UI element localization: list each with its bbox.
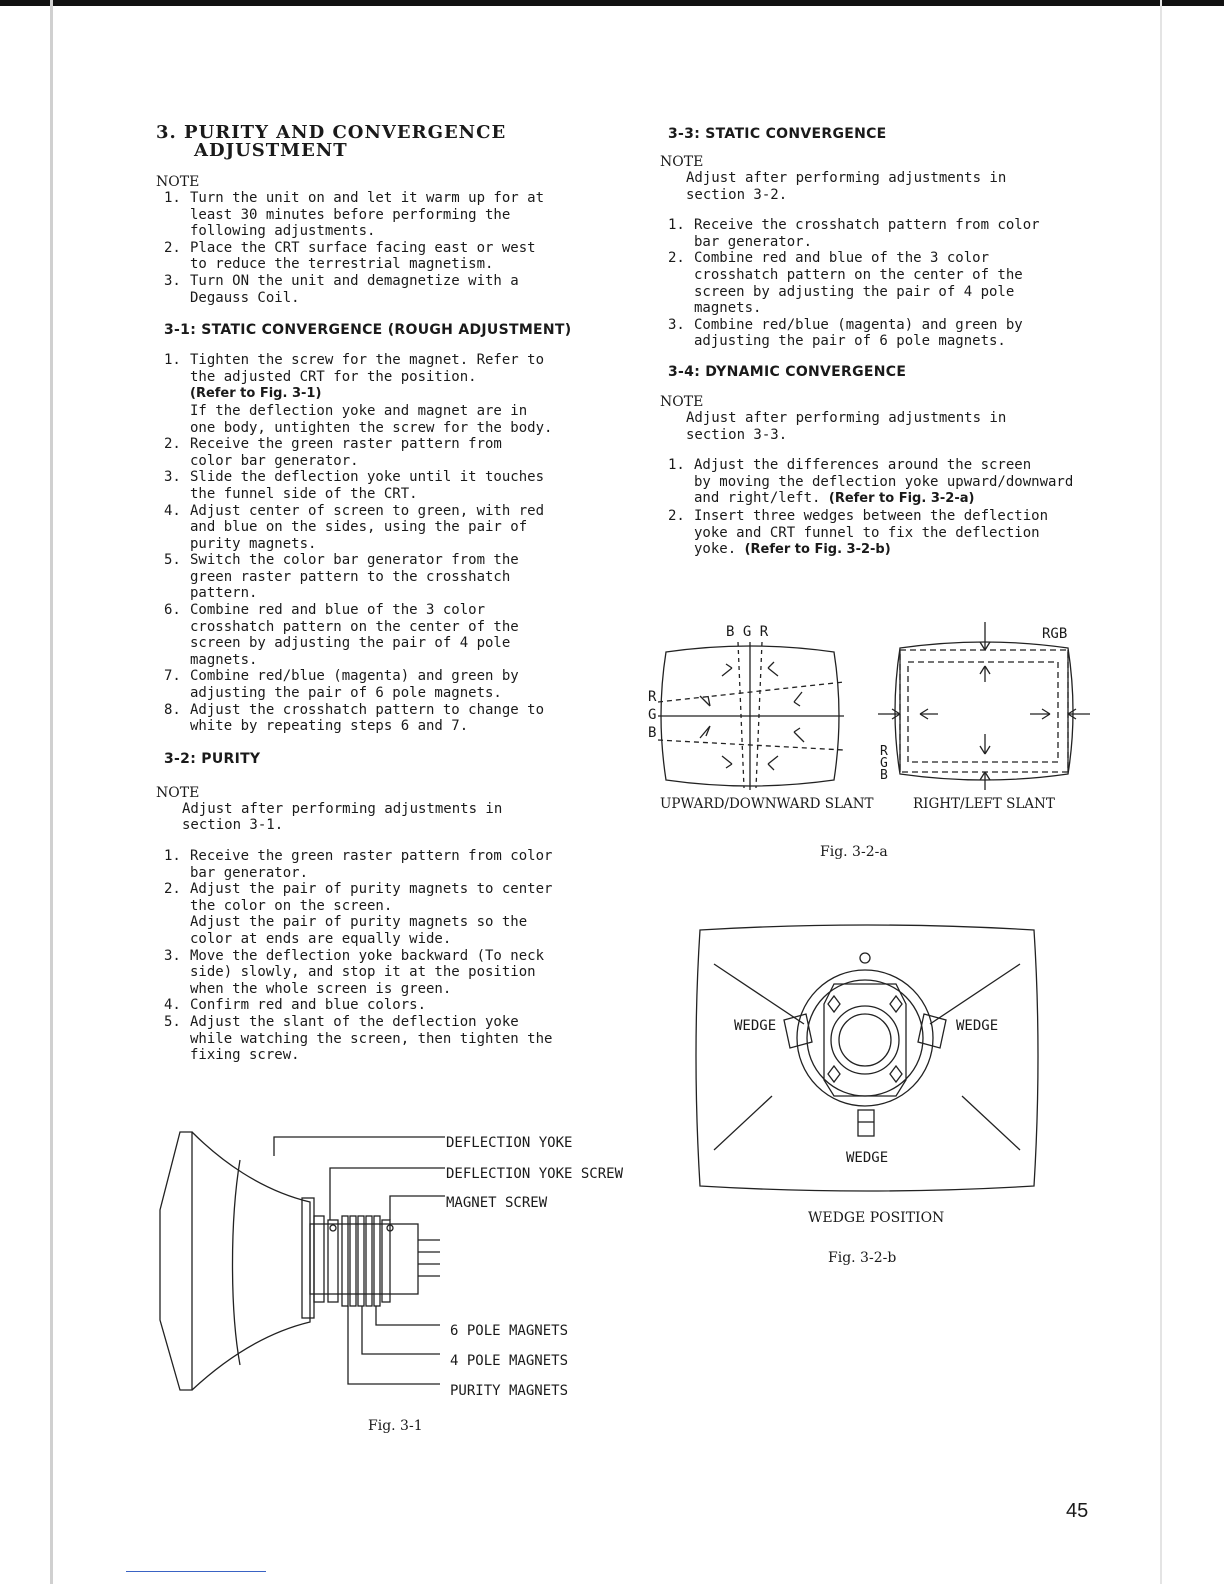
purity-magnet	[328, 1220, 338, 1302]
section-title-line2: ADJUSTMENT	[194, 140, 348, 161]
list-item: 7. Combine red/blue (magenta) and green by adjusting the pair of 6 pole magnets.	[164, 668, 519, 702]
list-3-3	[660, 217, 1120, 350]
list-item: 1. Receive the green raster pattern from color bar generator.	[164, 848, 553, 881]
list-3-1	[156, 352, 596, 735]
list-item: 1. Adjust the differences around the screen by moving the deflection yoke upward/downward and right/left. (Refer to Fig. 3-2-a)	[668, 457, 1074, 507]
label-magnet-screw: MAGNET SCREW	[446, 1195, 548, 1211]
fig-3-2-b-caption: Fig. 3-2-b	[828, 1250, 897, 1266]
fig-reference: (Refer to Fig. 3-2-a)	[828, 491, 975, 507]
deflection-yoke-ring	[797, 970, 933, 1106]
heading-3-2: 3-2: PURITY	[164, 750, 261, 767]
6-pole-magnet	[358, 1216, 364, 1306]
section-title	[156, 124, 596, 160]
note-3-2-label: NOTE	[156, 784, 200, 801]
fig-3-1-bottom-labels	[450, 1316, 568, 1406]
wedge-right-label: WEDGE	[956, 1018, 999, 1034]
scan-mark	[126, 1571, 266, 1572]
heading-3-4: 3-4: DYNAMIC CONVERGENCE	[668, 363, 907, 380]
wedge-position-title: WEDGE POSITION	[808, 1210, 945, 1226]
crt-front-panel	[160, 1132, 192, 1390]
fig-3-2-a-right-caption: RIGHT/LEFT SLANT	[913, 796, 1055, 812]
label-6-pole-magnets: 6 POLE MAGNETS	[450, 1323, 569, 1339]
fig-3-1-caption: Fig. 3-1	[368, 1418, 423, 1434]
scan-top-edge	[0, 0, 1224, 6]
list-item: 2. Insert three wedges between the deflection yoke and CRT funnel to fix the deflection yoke. (Refer to Fig. 3-2-b)	[668, 507, 1049, 558]
label-4-pole-magnets: 4 POLE MAGNETS	[450, 1353, 569, 1369]
heading-3-3: 3-3: STATIC CONVERGENCE	[668, 126, 887, 142]
fig-reference: (Refer to Fig. 3-2-b)	[744, 542, 891, 558]
label-r: R	[880, 744, 888, 759]
section-title-line1: 3. PURITY AND CONVERGENCE	[156, 122, 507, 143]
list-item: 1. Receive the crosshatch pattern from color bar generator.	[668, 217, 1040, 250]
deflection-yoke-flange	[302, 1198, 314, 1318]
fig-3-2-a-right-diagram	[870, 622, 1094, 790]
wedge-bottom-label: WEDGE	[846, 1150, 889, 1166]
page-number: 45	[1066, 1500, 1089, 1522]
list-item: 6. Combine red and blue of the 3 color crosshatch pattern on the center of the screen by adjusting the pair of 4 pole magnets.	[164, 602, 519, 668]
fig-3-2-a-left-top-label: B G R	[726, 624, 769, 640]
fig-3-1-top-labels	[446, 1128, 623, 1219]
list-item: 2. Adjust the pair of purity magnets to center the color on the screen. Adjust the pair of purity magnets so the color at ends are equally wide.	[164, 881, 553, 947]
label-deflection-yoke-screw: DEFLECTION YOKE SCREW	[446, 1166, 624, 1182]
intro-block	[156, 174, 596, 306]
list-item: 5. Switch the color bar generator from the green raster pattern to the crosshatch pattern.	[164, 552, 519, 602]
fig-3-2-a-left-diagram	[658, 640, 848, 790]
label-deflection-yoke: DEFLECTION YOKE	[446, 1135, 573, 1151]
heading-3-1: 3-1: STATIC CONVERGENCE (ROUGH ADJUSTMENT)	[164, 322, 572, 339]
list-item: 3. Slide the deflection yoke until it touches the funnel side of the CRT.	[164, 469, 545, 502]
crt-funnel	[192, 1132, 310, 1390]
intro-list	[156, 190, 596, 306]
scan-left-edge	[50, 0, 53, 1584]
list-item: 1. Turn the unit on and let it warm up for at least 30 minutes before performing the following adjustments.	[164, 190, 545, 240]
list-item: 5. Adjust the slant of the deflection yoke while watching the screen, then tighten the fixing screw.	[164, 1013, 553, 1064]
list-item: 2. Combine red and blue of the 3 color crosshatch pattern on the center of the screen by adjusting the pair of 4 pole magnets.	[668, 250, 1023, 317]
label-purity-magnets: PURITY MAGNETS	[450, 1383, 569, 1399]
wedge-bottom	[858, 1110, 874, 1136]
fig-3-2-a-right-top-label: RGB	[1042, 626, 1068, 642]
list-3-4	[660, 457, 1120, 559]
left-column	[156, 124, 596, 1064]
list-item: 2. Place the CRT surface facing east or west to reduce the terrestrial magnetism.	[164, 239, 536, 273]
label-b: B	[648, 725, 657, 741]
list-item: 3. Turn ON the unit and demagnetize with a Degauss Coil.	[164, 272, 519, 306]
label-b: B	[880, 768, 888, 783]
list-item: 2. Receive the green raster pattern from color bar generator.	[164, 436, 502, 469]
list-item: 3. Combine red/blue (magenta) and green by adjusting the pair of 6 pole magnets.	[668, 316, 1023, 350]
fig-3-2-a-left-caption: UPWARD/DOWNWARD SLANT	[660, 796, 874, 812]
list-item: 3. Move the deflection yoke backward (To neck side) slowly, and stop it at the position when the whole screen is green.	[164, 947, 545, 997]
fig-reference: (Refer to Fig. 3-1)	[190, 386, 322, 402]
note-3-3-text: Adjust after performing adjustments in section 3-2.	[686, 170, 1007, 203]
list-3-2	[156, 848, 596, 1064]
fig-3-2-a-caption: Fig. 3-2-a	[820, 844, 888, 860]
list-item: 8. Adjust the crosshatch pattern to change to white by repeating steps 6 and 7.	[164, 701, 545, 735]
label-g: G	[648, 707, 657, 723]
label-r: R	[648, 689, 657, 705]
label-g: G	[880, 756, 888, 771]
note-3-3-label: NOTE	[660, 154, 704, 170]
wedge-left-label: WEDGE	[734, 1018, 777, 1034]
4-pole-magnet	[342, 1216, 348, 1306]
list-item: 4. Confirm red and blue colors.	[164, 997, 427, 1014]
right-column	[660, 124, 1120, 559]
intro-note-label: NOTE	[156, 174, 200, 190]
scan-right-edge	[1160, 0, 1162, 1584]
note-3-2-text: Adjust after performing adjustments in section 3-1.	[182, 800, 503, 834]
list-item: 1. Tighten the screw for the magnet. Refer to the adjusted CRT for the position. (Refer to Fig. 3-1) If the deflection yoke and magnet are in one body, untighten the screw for the body.	[164, 352, 553, 436]
list-item: 4. Adjust center of screen to green, with red and blue on the sides, using the pair of purity magnets.	[164, 502, 545, 552]
note-3-4-label: NOTE	[660, 393, 704, 410]
note-3-4-text: Adjust after performing adjustments in section 3-3.	[686, 409, 1007, 443]
